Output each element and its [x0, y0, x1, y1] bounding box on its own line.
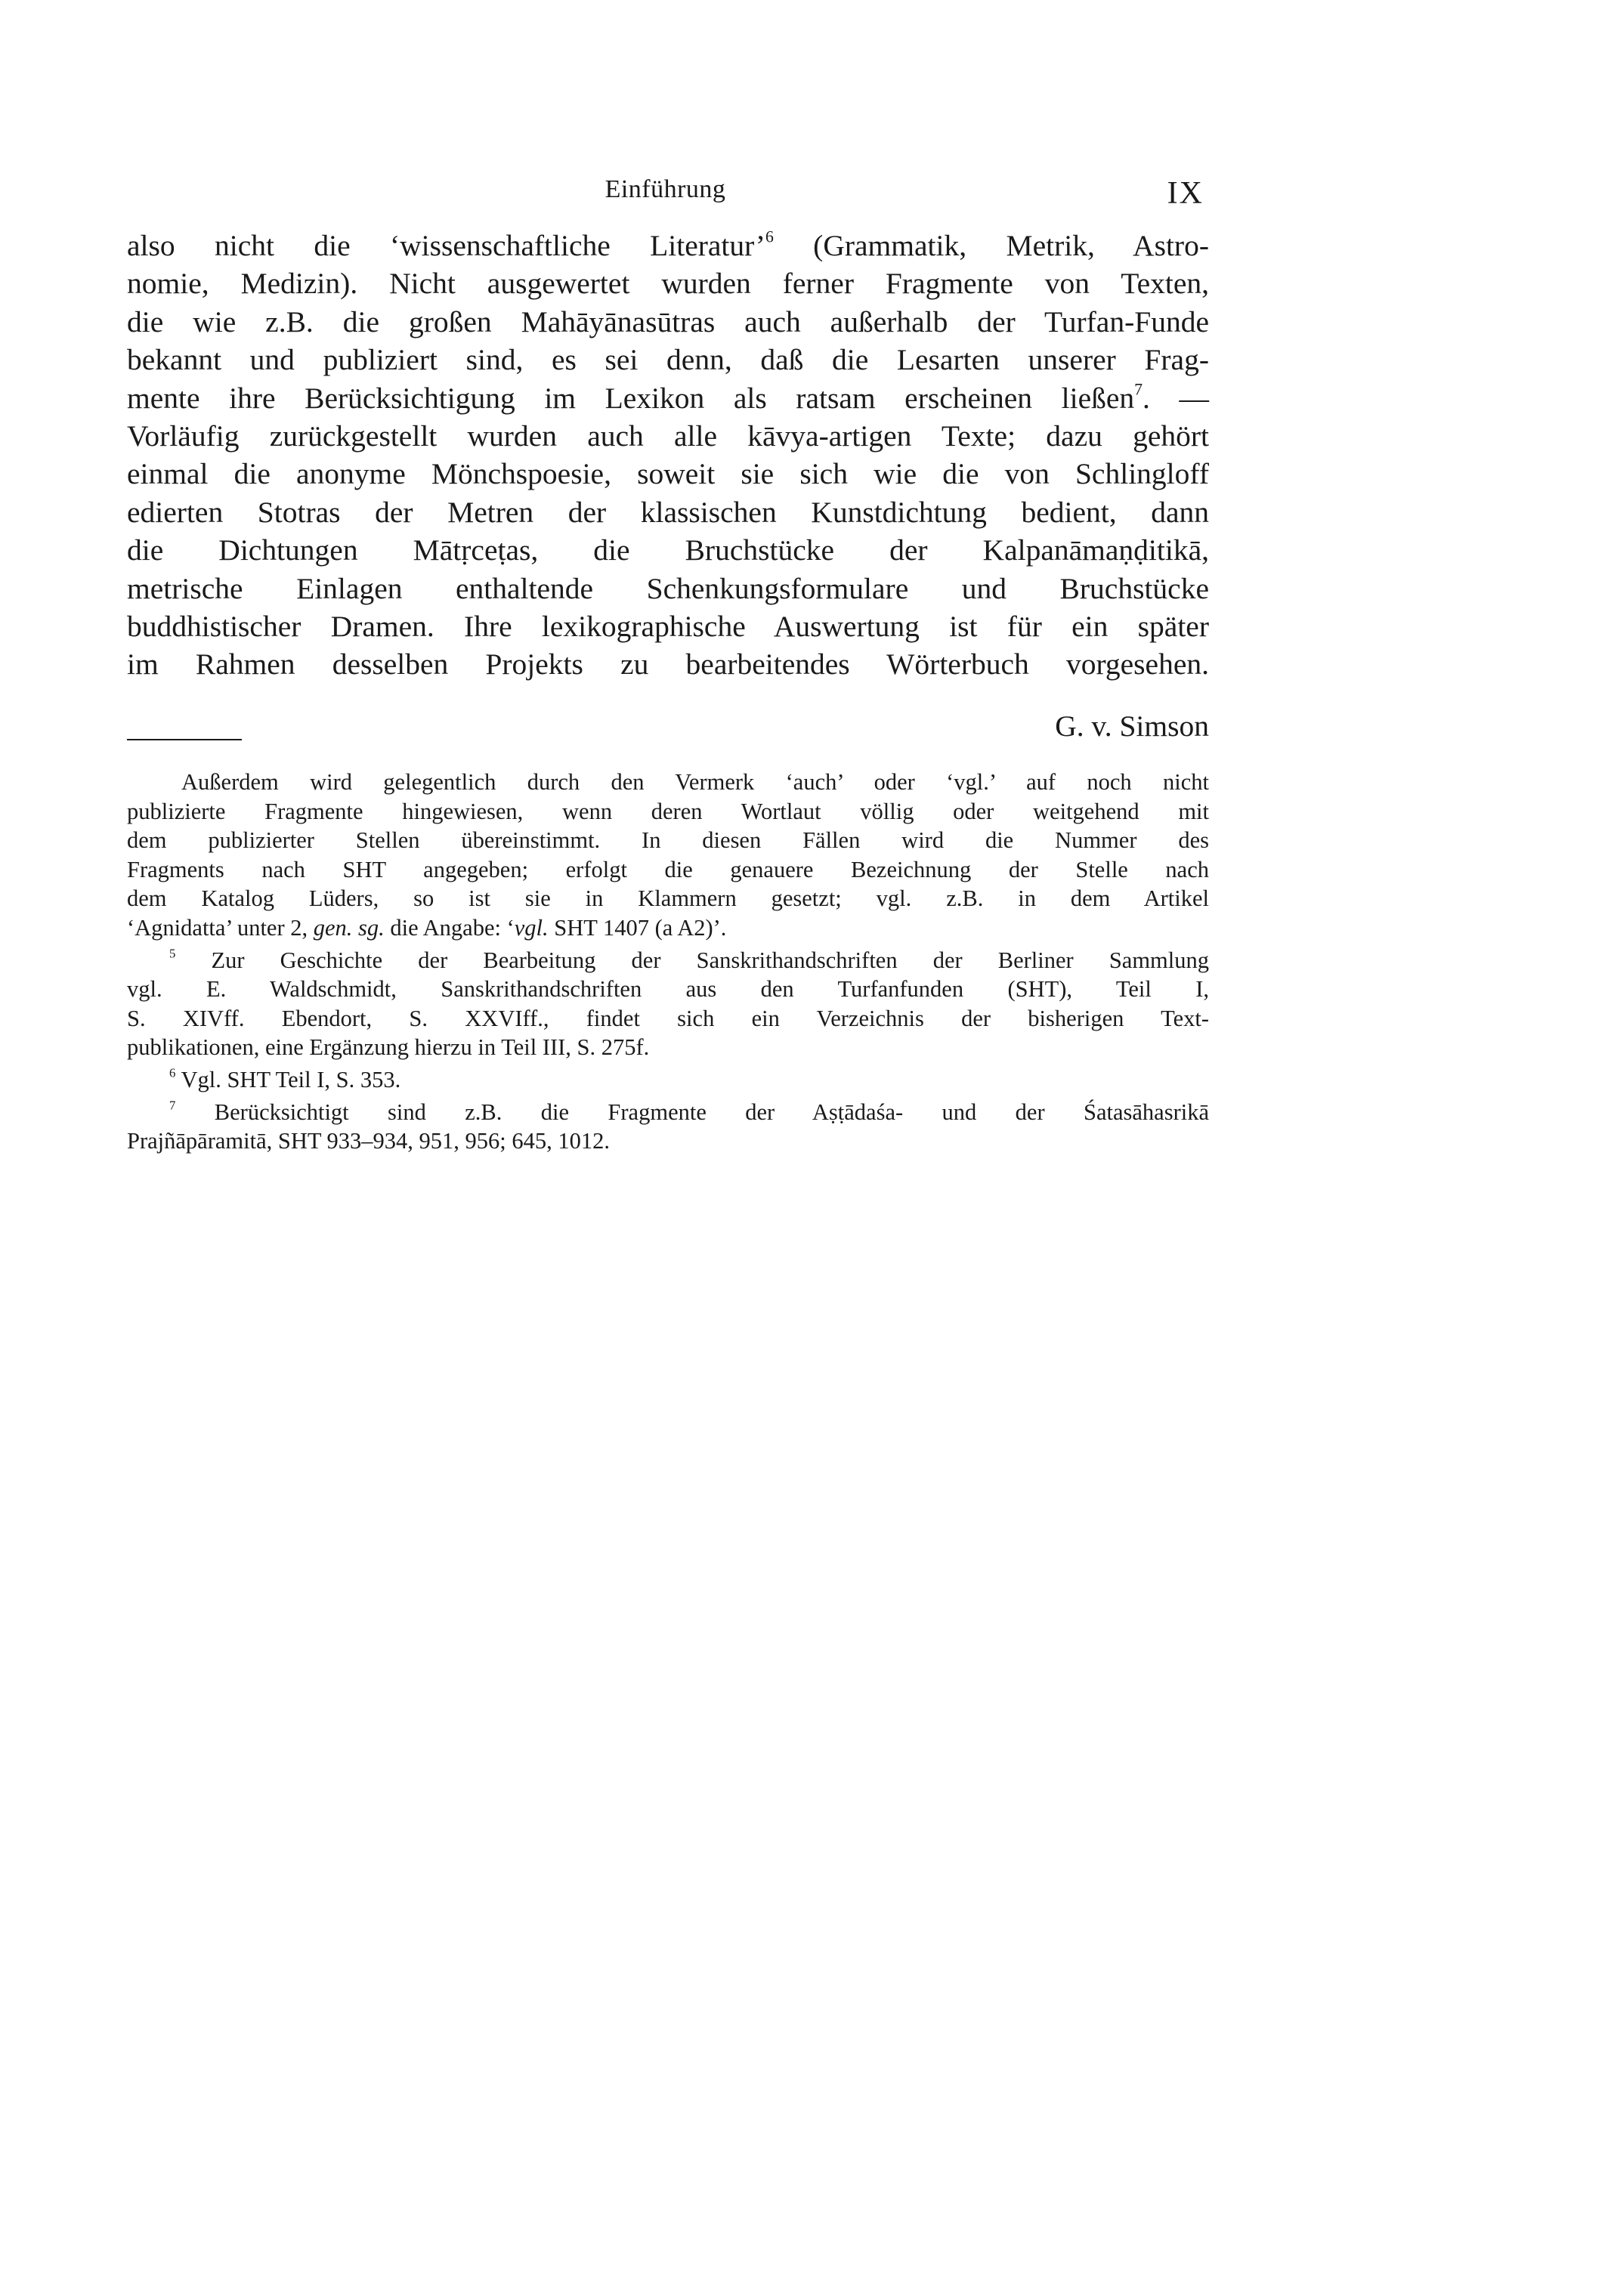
footnote-6	[127, 1065, 1209, 1095]
body-line: metrische Einlagen enthaltende Schenkungsformulare und Bruchstücke	[127, 571, 1209, 605]
body-line: die wie z.B. die großen Mahāyānasūtras auch außerhalb der Turfan-Funde	[127, 304, 1209, 338]
body-line: Vorläufig zurückgestellt wurden auch alle kāvya-artigen Texte; dazu gehört	[127, 419, 1209, 453]
body-line: buddhistischer Dramen. Ihre lexikographische Auswertung ist für ein später	[127, 610, 1209, 644]
body-line: im Rahmen desselben Projekts zu bearbeitendes Wörterbuch vorgesehen.	[127, 647, 1209, 681]
footnote-line: publikationen, eine Ergänzung hierzu in Teil III, S. 275f.	[127, 1034, 650, 1061]
footnote-marker: 5	[169, 946, 176, 961]
footnote-line: dem publizierter Stellen übereinstimmt. In diesen Fällen wird die Nummer des	[127, 827, 1209, 854]
footnote-ref-7: 7	[1134, 380, 1143, 399]
footnote-line: dem Katalog Lüders, so ist sie in Klammern gesetzt; vgl. z.B. in dem Artikel	[127, 885, 1209, 912]
footnotes	[127, 768, 1209, 1156]
body-line: mente ihre Berücksichtigung im Lexikon als ratsam erscheinen ließen$^7$. —	[127, 380, 1209, 415]
signature: G. v. Simson	[1055, 709, 1209, 743]
footnote-marker: 6	[169, 1065, 176, 1080]
body-line: einmal die anonyme Mönchspoesie, soweit sie sich wie die von Schlingloff	[127, 457, 1209, 491]
page-number: IX	[1167, 176, 1204, 211]
footnote-line: $^7$ Berücksichtigt sind z.B. die Fragmente der Aṣṭādaśa- und der Śatasāhasrikā	[169, 1098, 1209, 1125]
footnote-line: publizierte Fragmente hingewiesen, wenn deren Wortlaut völlig oder weitgehend mit	[127, 798, 1209, 824]
footnote-7	[127, 1098, 1209, 1156]
footnote-line: Prajñāpāramitā, SHT 933–934, 951, 956; 645, 1012.	[127, 1128, 611, 1154]
footnote-line: Außerdem wird gelegentlich durch den Vermerk ‘auch’ oder ‘vgl.’ auf noch nicht	[181, 769, 1209, 795]
footnote-continued	[127, 768, 1209, 943]
body-paragraph	[127, 227, 1209, 684]
footnote-line: ‘Agnidatta’ unter 2, gen. sg. die Angabe: ‘vgl. SHT 1407 (a A2)’.	[127, 914, 727, 941]
running-title: Einführung	[605, 175, 726, 203]
footnote-line: S. XIVff. Ebendort, S. XXVIff., findet sich ein Verzeichnis der bisherigen Text-	[127, 1005, 1209, 1031]
footnote-marker: 7	[169, 1098, 176, 1113]
body-line: bekannt und publiziert sind, es sei denn, daß die Lesarten unserer Frag-	[127, 343, 1209, 377]
body-line: also nicht die ‘wissenschaftliche Literatur’$^6$ (Grammatik, Metrik, Astro-	[127, 227, 1209, 262]
footnote-line: Fragments nach SHT angegeben; erfolgt die genauere Bezeichnung der Stelle nach	[127, 856, 1209, 882]
body-line: nomie, Medizin). Nicht ausgewertet wurden ferner Fragmente von Texten,	[127, 267, 1209, 301]
footnote-line: $^6$ Vgl. SHT Teil I, S. 353.	[169, 1065, 401, 1092]
body-line: die Dichtungen Mātṛceṭas, die Bruchstücke der Kalpanāmaṇḍitikā,	[127, 533, 1209, 567]
running-head	[127, 175, 1204, 221]
footnote-divider	[127, 739, 242, 740]
footnote-line: $^5$ Zur Geschichte der Bearbeitung der Sanskrithandschriften der Berliner Sammlung	[169, 946, 1209, 973]
footnote-5	[127, 946, 1209, 1062]
body-line: edierten Stotras der Metren der klassischen Kunstdichtung bedient, dann	[127, 495, 1209, 529]
footnote-line: vgl. E. Waldschmidt, Sanskrithandschriften aus den Turfanfunden (SHT), Teil I,	[127, 976, 1209, 1003]
footnote-ref-6: 6	[765, 227, 774, 246]
